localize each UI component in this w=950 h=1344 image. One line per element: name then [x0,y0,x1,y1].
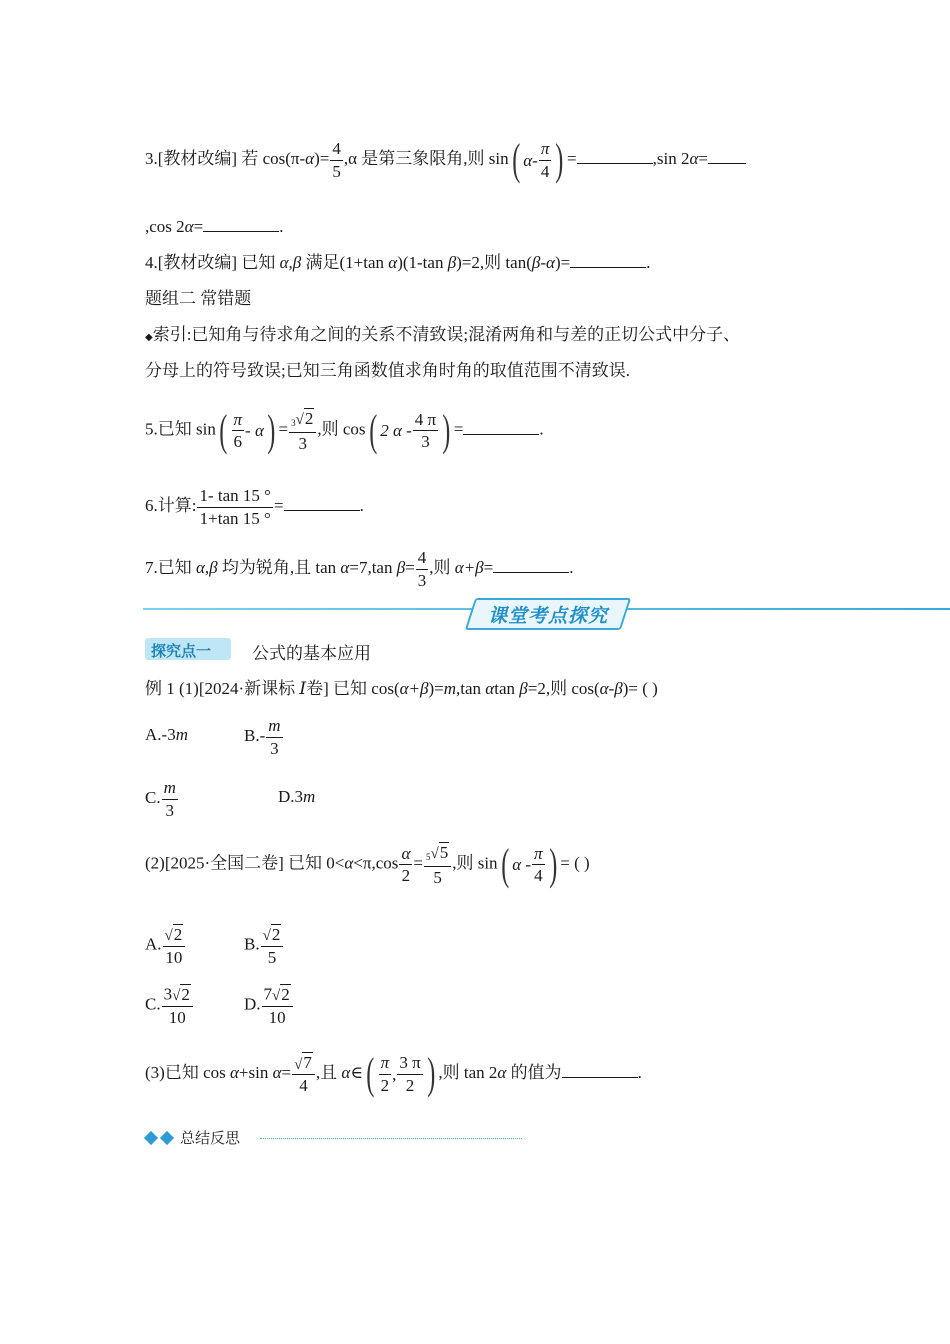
answer-blank[interactable] [708,162,746,164]
option-d[interactable]: D.3m [278,787,316,806]
section-title: 公式的基本应用 [252,644,371,663]
banner-title: 课堂考点探究 [487,605,608,627]
summary-divider [260,1138,522,1139]
diamond-icon [144,1131,158,1145]
option-b[interactable]: B.- $\frac{m}{3}$ [244,716,281,758]
question-7: 7.已知 α,β 均为锐角,且 tan α=7,tan β= $\frac{4}{3}$ ,则 α+β= . [145,548,574,590]
example-1-part-3: (3)已知 cos α+sin α= √ 7 4 ,且 α∈ ( $\frac{\pi}{2}$ , $\frac{3 \pi}{2}$ ) ,则 tan 2α 的值为 . [145,1049,642,1098]
question-5: 5.已知 sin ( $\frac{\pi}{6}$ - α ) = 3 √ 2 3 ,则 cos ( 2 α - $\frac{4 \pi}{3}$ ) = . [145,405,544,455]
section-tag-label: 探究点一 [151,642,212,660]
index-note-line1: ◆索引:已知角与待求角之间的关系不清致误;混淆两角和与差的正切公式中分子、 [145,325,741,344]
option-b[interactable]: B. √ 2 5 [244,924,284,967]
answer-blank[interactable] [203,230,279,232]
question-6: 6.计算: $\frac{1- \tan 15 ^\circ}{1+\tan 15 ^\circ}$ = . [145,486,364,528]
option-c[interactable]: C. $\frac{m}{3}$ [145,778,176,820]
example-1-part-1: 例 1 (1)[2024·新课标 Ⅰ卷] 已知 cos(α+β)=m,tan αtan β=2,则 cos(α-β)= ( ) [145,679,658,698]
answer-blank[interactable] [493,571,569,573]
answer-blank[interactable] [577,162,653,164]
option-a[interactable]: A.-3m [145,725,188,744]
answer-blank[interactable] [562,1076,638,1078]
example-1-part-2: (2)[2025·全国二卷] 已知 0<α<π,cos $\frac{\alpha}{2}$ = 5 √ 5 5 ,则 sin ( α - $\frac{\pi}{4}$ ) = ( ) [145,839,590,889]
answer-blank[interactable] [284,509,360,511]
question-3: 3.[教材改编] 若 cos(π-α)= $\frac{4}{5}$ ,α 是第三象限角,则 sin ( α - $\frac{\pi}{4}$ ) = ,sin 2α= [145,138,746,182]
paren-group: ( α - $\frac{\pi}{4}$ ) [511,135,564,184]
question-3-line2: ,cos 2α= . [145,217,284,236]
index-note-line2: 分母上的符号致误;已知三角函数值求角时角的取值范围不清致误. [145,361,630,380]
answer-blank[interactable] [463,433,539,435]
bullet-icon: ◆ [145,332,153,343]
option-a[interactable]: A. √ 2 10 [145,924,186,967]
answer-blank[interactable] [570,266,646,268]
diamond-icon [160,1131,174,1145]
summary-title: 总结反思 [180,1129,241,1147]
group-2-title: 题组二 常错题 [145,289,252,308]
fraction: $\frac{4}{5}$ [332,138,341,181]
option-c[interactable]: C. 3 √ 2 10 [145,984,194,1027]
option-d[interactable]: D. 7 √ 2 10 [244,984,294,1027]
question-4: 4.[教材改编] 已知 α,β 满足(1+tan α)(1-tan β)=2,则 tan(β-α)= . [145,253,651,272]
